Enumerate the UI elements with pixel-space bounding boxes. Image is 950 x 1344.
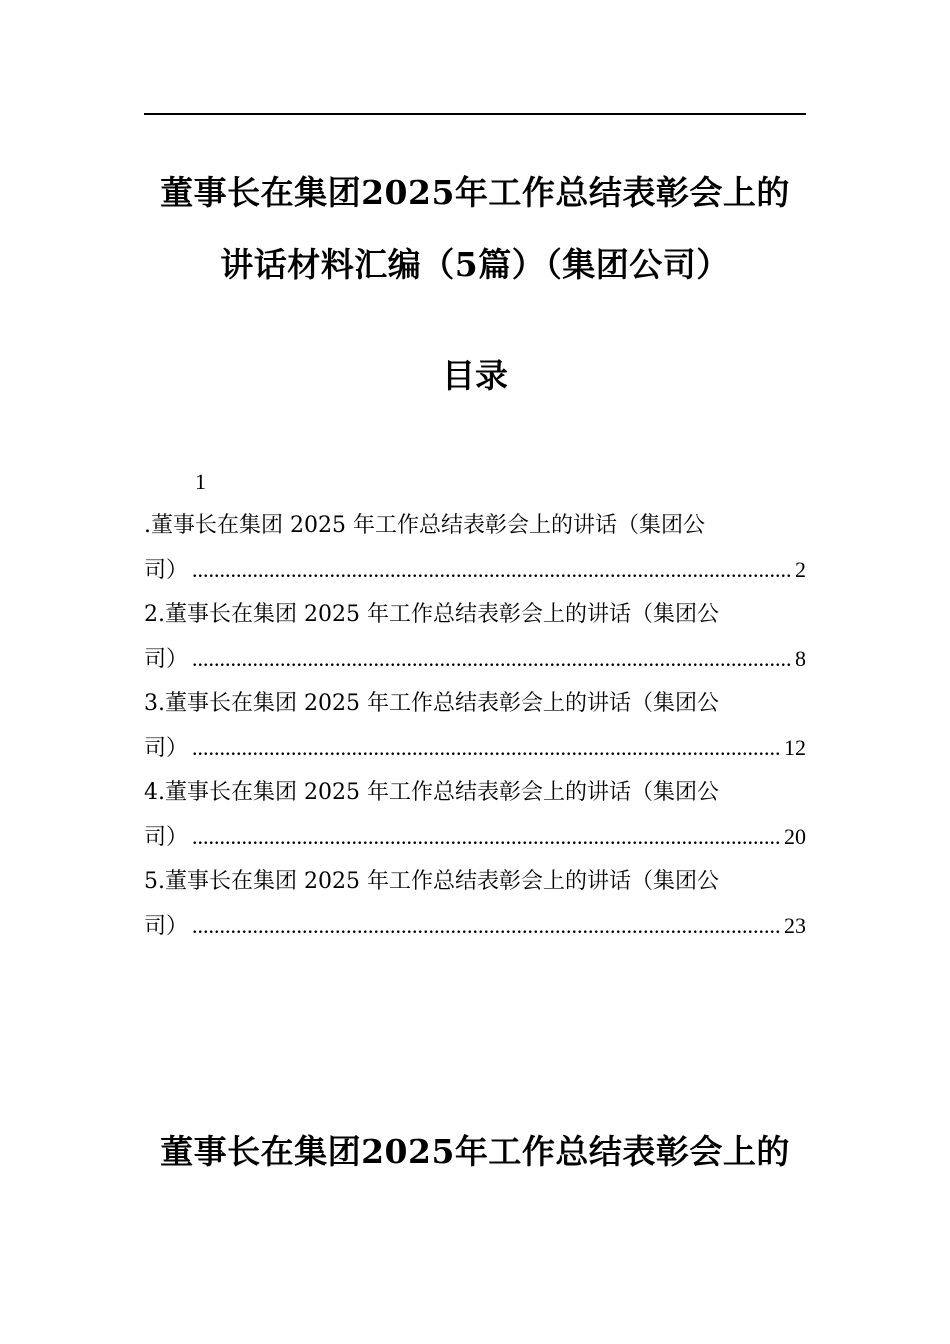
toc-page-number: 8 bbox=[795, 646, 806, 671]
toc-leader-dots bbox=[192, 904, 782, 948]
toc-page-number: 23 bbox=[784, 913, 806, 938]
toc-entry-title: 4.董事长在集团 2025 年工作总结表彰会上的讲话（集团公 bbox=[144, 780, 719, 805]
toc-page-number: 20 bbox=[784, 824, 806, 849]
toc-entry-title-cont: 司） bbox=[144, 914, 189, 939]
toc-leader-dots bbox=[192, 726, 782, 770]
toc-entry-3[interactable] bbox=[144, 682, 806, 771]
toc-leader-dots bbox=[192, 815, 782, 859]
toc-entry-1[interactable] bbox=[144, 504, 806, 593]
toc-entry-4[interactable] bbox=[144, 771, 806, 860]
document-title bbox=[144, 157, 806, 301]
toc-entry-title-cont: 司） bbox=[144, 558, 189, 583]
header-rule bbox=[144, 113, 806, 115]
toc-entry-title-cont: 司） bbox=[144, 736, 189, 761]
toc-entry-title-cont: 司） bbox=[144, 647, 189, 672]
title-line-2: 讲话材料汇编（5篇）（集团公司） bbox=[220, 245, 730, 284]
toc-leader-dots bbox=[192, 637, 793, 681]
toc-entry-title: .董事长在集团 2025 年工作总结表彰会上的讲话（集团公 bbox=[144, 513, 705, 538]
toc-heading: 目录 bbox=[442, 356, 508, 395]
toc-page-number: 2 bbox=[795, 557, 806, 582]
toc-first-number: 1 bbox=[195, 469, 206, 494]
next-section-title-line: 董事长在集团2025年工作总结表彰会上的 bbox=[160, 1132, 790, 1171]
next-section-title bbox=[144, 1116, 806, 1188]
toc-entry-2[interactable] bbox=[144, 593, 806, 682]
toc-entry-title: 5.董事长在集团 2025 年工作总结表彰会上的讲话（集团公 bbox=[144, 869, 719, 894]
toc-entry-title: 3.董事长在集团 2025 年工作总结表彰会上的讲话（集团公 bbox=[144, 691, 719, 716]
toc-entry-5[interactable] bbox=[144, 860, 806, 949]
toc-leader-dots bbox=[192, 548, 793, 592]
toc-page-number: 12 bbox=[784, 735, 806, 760]
toc-entry-title-cont: 司） bbox=[144, 825, 189, 850]
toc-entry-title: 2.董事长在集团 2025 年工作总结表彰会上的讲话（集团公 bbox=[144, 602, 719, 627]
title-line-1: 董事长在集团2025年工作总结表彰会上的 bbox=[160, 173, 790, 212]
